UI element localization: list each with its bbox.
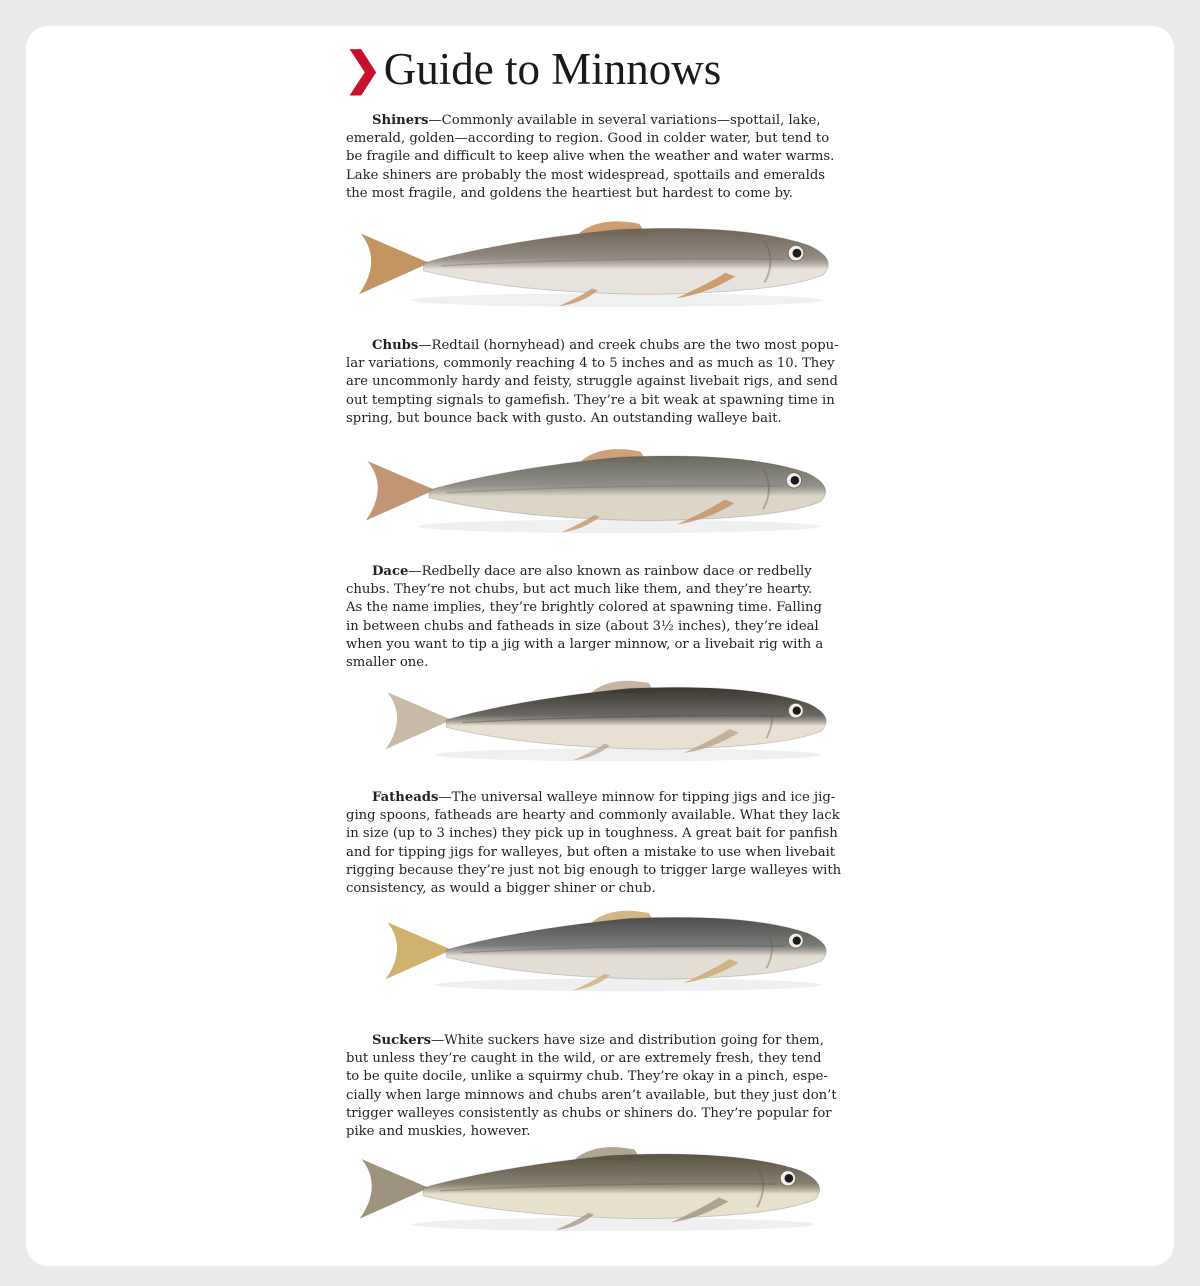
fatheads-paragraph — [346, 789, 894, 898]
suckers-paragraph — [346, 1032, 894, 1141]
text-line: emerald, golden—according to region. Good in colder water, but tend to — [346, 131, 830, 147]
section-label: Dace — [372, 564, 409, 579]
section-label: Suckers — [372, 1033, 432, 1048]
text-line: in size (up to 3 inches) they pick up in toughness. A great bait for panfish — [346, 826, 838, 842]
sucker-fish-image — [340, 1138, 848, 1234]
chub-fish-image — [356, 440, 844, 536]
text-line: Fatheads—The universal walleye minnow for tipping jigs and ice jig- — [372, 790, 836, 805]
chubs-paragraph — [346, 337, 894, 428]
text-line: Suckers—White suckers have size and distribution going for them, — [372, 1033, 824, 1048]
text-line: Lake shiners are probably the most widespread, spottails and emeralds — [346, 167, 826, 183]
page-title — [344, 42, 721, 95]
text-line: rigging because they’re just not big enough to trigger large walleyes with — [346, 862, 842, 878]
text-line: but unless they’re caught in the wild, or are extremely fresh, they tend — [346, 1051, 822, 1067]
shiner-fish-image — [348, 212, 848, 310]
section-label: Fatheads — [372, 790, 439, 805]
chevron-right-icon: ❯ — [344, 44, 382, 94]
text-line: when you want to tip a jig with a larger minnow, or a livebait rig with a — [346, 636, 824, 652]
text-line: spring, but bounce back with gusto. An outstanding walleye bait. — [346, 410, 782, 426]
text-line: Chubs—Redtail (hornyhead) and creek chubs are the two most popu- — [372, 338, 839, 353]
text-line: chubs. They’re not chubs, but act much like them, and they’re hearty. — [346, 582, 813, 598]
text-line: out tempting signals to gamefish. They’re a bit weak at spawning time in — [346, 392, 835, 408]
text-line: smaller one. — [346, 655, 429, 671]
shiners-paragraph — [346, 112, 894, 203]
text-line: be fragile and difficult to keep alive when the weather and water warms. — [346, 149, 835, 165]
dace-fish-image — [368, 672, 852, 764]
text-line: cially when large minnows and chubs aren’t available, but they just don’t — [346, 1087, 837, 1103]
text-line: in between chubs and fatheads in size (about 3½ inches), they’re ideal — [346, 618, 819, 634]
text-line: the most fragile, and goldens the heartiest but hardest to come by. — [346, 185, 793, 201]
section-label: Shiners — [372, 113, 429, 128]
text-line: As the name implies, they’re brightly colored at spawning time. Falling — [346, 600, 822, 616]
text-line: Shiners—Commonly available in several variations—spottail, lake, — [372, 113, 821, 128]
text-line: and for tipping jigs for walleyes, but often a mistake to use when livebait — [346, 844, 836, 860]
fathead-fish-image — [368, 902, 852, 994]
text-line: Dace—Redbelly dace are also known as rainbow dace or redbelly — [372, 564, 812, 579]
text-line: pike and muskies, however. — [346, 1124, 531, 1140]
dace-paragraph — [346, 563, 894, 672]
text-line: to be quite docile, unlike a squirmy chub. They’re okay in a pinch, espe- — [346, 1069, 828, 1085]
section-label: Chubs — [372, 338, 419, 353]
text-line: trigger walleyes consistently as chubs or shiners do. They’re popular for — [346, 1105, 832, 1121]
title-text: Guide to Minnows — [383, 44, 722, 94]
text-line: lar variations, commonly reaching 4 to 5 inches and as much as 10. They — [346, 356, 835, 372]
text-line: ging spoons, fatheads are hearty and commonly available. What they lack — [346, 808, 840, 824]
text-line: consistency, as would a bigger shiner or chub. — [346, 881, 656, 897]
text-line: are uncommonly hardy and feisty, struggle against livebait rigs, and send — [346, 374, 838, 390]
